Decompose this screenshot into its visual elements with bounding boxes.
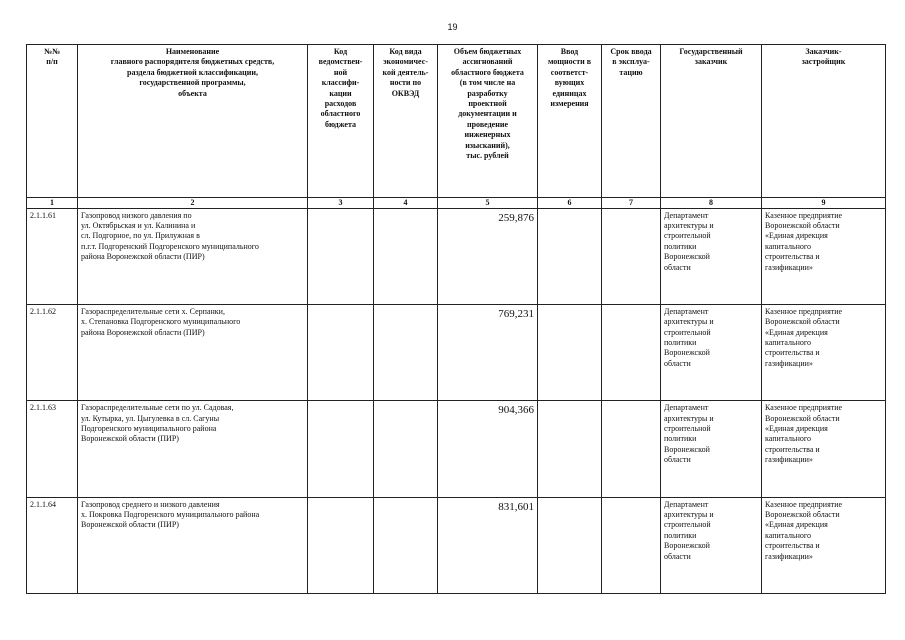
row-developer: Казенное предприятие Воронежской области «Единая дирекция капитального строительства и газификации» xyxy=(762,497,886,593)
header-cell-capacity: Ввод мощности в соответст- вующих единицах измерения xyxy=(538,45,602,198)
row-customer: Департамент архитектуры и строительной политики Воронежской области xyxy=(661,304,762,400)
row-commission xyxy=(602,401,661,497)
row-dept-code xyxy=(308,304,374,400)
header-cell-customer: Государственный заказчик xyxy=(661,45,762,198)
row-commission xyxy=(602,497,661,593)
column-number: 7 xyxy=(602,197,661,208)
row-amount: 769,231 xyxy=(438,304,538,400)
page-number: 19 xyxy=(447,22,458,32)
row-dept-code xyxy=(308,208,374,304)
row-customer: Департамент архитектуры и строительной политики Воронежской области xyxy=(661,208,762,304)
row-commission xyxy=(602,304,661,400)
row-okved xyxy=(374,304,438,400)
column-number: 4 xyxy=(374,197,438,208)
header-cell-name: Наименование главного распорядителя бюджетных средств, раздела бюджетной классификации, государственной программы, объекта xyxy=(78,45,308,198)
row-code: 2.1.1.62 xyxy=(27,304,78,400)
row-code: 2.1.1.64 xyxy=(27,497,78,593)
row-code: 2.1.1.63 xyxy=(27,401,78,497)
column-number: 3 xyxy=(308,197,374,208)
table-row xyxy=(27,304,886,400)
table-row xyxy=(27,497,886,593)
row-object-name: Газораспределительные сети по ул. Садовая, ул. Кутырка, ул. Цыгулевка в сл. Сагуны Подгоренского муниципального района Воронежской области (ПИР) xyxy=(78,401,308,497)
header-cell-number: №№ п/п xyxy=(27,45,78,198)
row-object-name: Газопровод среднего и низкого давления х. Покровка Подгоренского муниципального района Воронежской области (ПИР) xyxy=(78,497,308,593)
header-row xyxy=(27,45,886,198)
row-okved xyxy=(374,497,438,593)
row-customer: Департамент архитектуры и строительной политики Воронежской области xyxy=(661,497,762,593)
row-developer: Казенное предприятие Воронежской области «Единая дирекция капитального строительства и газификации» xyxy=(762,208,886,304)
row-capacity xyxy=(538,304,602,400)
table-row xyxy=(27,208,886,304)
row-capacity xyxy=(538,208,602,304)
row-okved xyxy=(374,208,438,304)
column-number: 9 xyxy=(762,197,886,208)
row-amount: 831,601 xyxy=(438,497,538,593)
header-cell-amount: Объем бюджетных ассигнований областного бюджета (в том числе на разработку проектной документации и проведение инженерных изысканий), тыс. рублей xyxy=(438,45,538,198)
table-row xyxy=(27,401,886,497)
row-dept-code xyxy=(308,401,374,497)
column-number: 5 xyxy=(438,197,538,208)
row-object-name: Газопровод низкого давления по ул. Октябрьская и ул. Калинина и сл. Подгорное, по ул. Прилужная в п.г.т. Подгоренский Подгоренского муниципального района Воронежской области (ПИР) xyxy=(78,208,308,304)
header-cell-dept-code: Код ведомствен- ной классифи- кации расходов областного бюджета xyxy=(308,45,374,198)
row-dept-code xyxy=(308,497,374,593)
row-commission xyxy=(602,208,661,304)
row-capacity xyxy=(538,497,602,593)
row-developer: Казенное предприятие Воронежской области «Единая дирекция капитального строительства и газификации» xyxy=(762,304,886,400)
row-capacity xyxy=(538,401,602,497)
row-code: 2.1.1.61 xyxy=(27,208,78,304)
budget-table xyxy=(26,44,886,594)
row-developer: Казенное предприятие Воронежской области «Единая дирекция капитального строительства и газификации» xyxy=(762,401,886,497)
header-cell-commission: Срок ввода в эксплуа- тацию xyxy=(602,45,661,198)
row-object-name: Газораспределительные сети х. Серпанки, х. Степановка Подгоренского муниципального района Воронежской области (ПИР) xyxy=(78,304,308,400)
column-number: 1 xyxy=(27,197,78,208)
column-number: 2 xyxy=(78,197,308,208)
column-number: 8 xyxy=(661,197,762,208)
header-cell-okved: Код вида экономичес- кой деятель- ности по ОКВЭД xyxy=(374,45,438,198)
row-okved xyxy=(374,401,438,497)
column-number-row xyxy=(27,197,886,208)
column-number: 6 xyxy=(538,197,602,208)
row-customer: Департамент архитектуры и строительной политики Воронежской области xyxy=(661,401,762,497)
header-cell-developer: Заказчик- застройщик xyxy=(762,45,886,198)
row-amount: 904,366 xyxy=(438,401,538,497)
row-amount: 259,876 xyxy=(438,208,538,304)
